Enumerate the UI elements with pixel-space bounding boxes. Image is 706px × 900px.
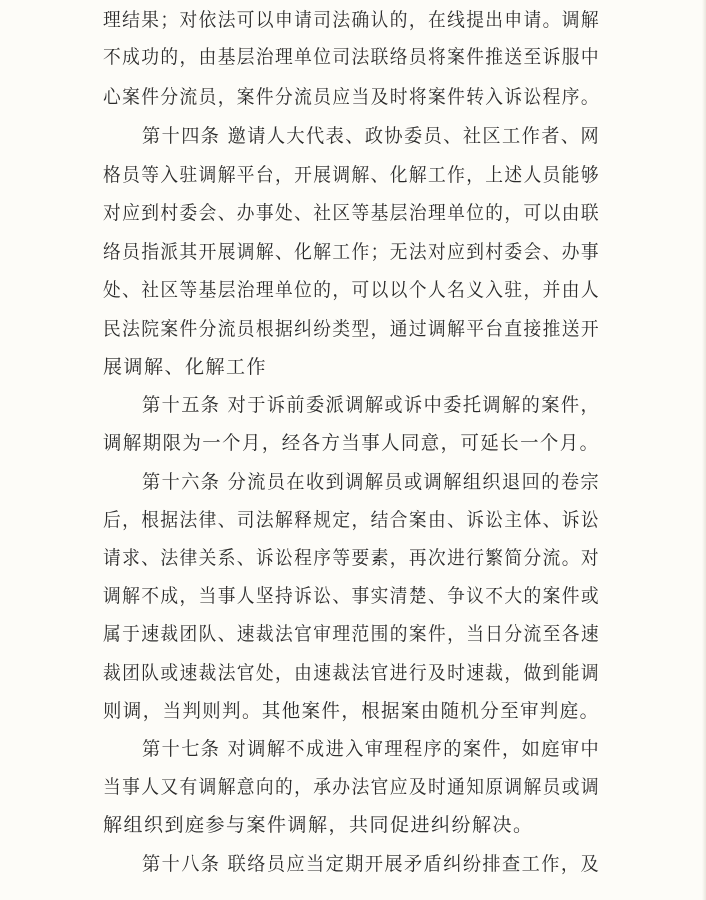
- text-line: 调解期限为一个月，经各方当事人同意，可延长一个月。: [103, 432, 600, 454]
- text-line: 格员等入驻调解平台，开展调解、化解工作，上述人员能够: [103, 164, 601, 186]
- text-line: 当事人又有调解意向的，承办法官应及时通知原调解员或调: [103, 776, 601, 798]
- text-line: 属于速裁团队、速裁法官审理范围的案件，当日分流至各速: [103, 623, 601, 645]
- text-line: 对应到村委会、办事处、社区等基层治理单位的，可以由联: [103, 202, 601, 224]
- text-line: 心案件分流员，案件分流员应当及时将案件转入诉讼程序。: [103, 86, 601, 108]
- text-line: 第十五条 对于诉前委派调解或诉中委托调解的案件，: [142, 394, 601, 416]
- text-line: 不成功的，由基层治理单位司法联络员将案件推送至诉服中: [103, 46, 601, 68]
- text-line: 第十八条 联络员应当定期开展矛盾纠纷排查工作，及: [142, 853, 601, 875]
- text-line: 请求、法律关系、诉讼程序等要素，再次进行繁简分流。对: [103, 547, 601, 569]
- text-line: 则调，当判则判。其他案件，根据案由随机分至审判庭。: [103, 700, 600, 722]
- text-line: 处、社区等基层治理单位的，可以以个人名义入驻，并由人: [103, 279, 601, 301]
- text-line: 展调解、化解工作: [103, 356, 268, 378]
- text-line: 第十七条 对调解不成进入审理程序的案件，如庭审中: [142, 738, 601, 760]
- text-line: 调解不成，当事人坚持诉讼、事实清楚、争议不大的案件或: [103, 585, 601, 607]
- scan-edge-shadow: [702, 0, 706, 900]
- text-line: 后，根据法律、司法解释规定，结合案由、诉讼主体、诉讼: [103, 509, 601, 531]
- text-line: 裁团队或速裁法官处，由速裁法官进行及时速裁，做到能调: [103, 662, 601, 684]
- text-line: 络员指派其开展调解、化解工作；无法对应到村委会、办事: [103, 241, 601, 263]
- text-line: 解组织到庭参与案件调解，共同促进纠纷解决。: [103, 814, 534, 836]
- text-line: 民法院案件分流员根据纠纷类型，通过调解平台直接推送开: [103, 318, 601, 340]
- text-line: 理结果；对依法可以申请司法确认的，在线提出申请。调解: [103, 9, 601, 31]
- text-line: 第十六条 分流员在收到调解员或调解组织退回的卷宗: [142, 471, 601, 493]
- text-line: 第十四条 邀请人大代表、政协委员、社区工作者、网: [142, 125, 601, 147]
